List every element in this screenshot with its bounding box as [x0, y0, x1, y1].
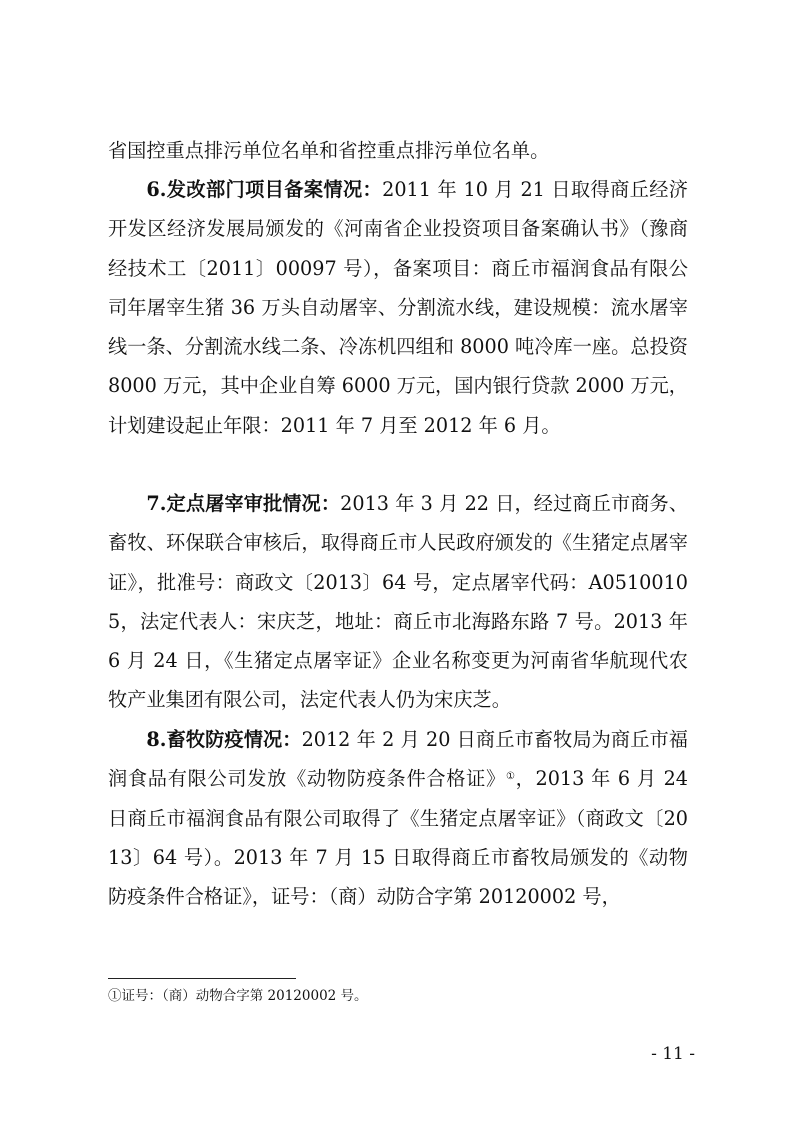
footnote-reference-mark[interactable]: ①	[505, 771, 516, 783]
footnote: ①证号：（商）动物合字第 20120002 号。	[108, 988, 368, 1004]
paragraph-text: 2013 年 3 月 22 日，经过商丘市商务、畜牧、环保联合审核后，取得商丘市人民政府颁发的《生猪定点屠宰证》，批准号：商政文〔2013〕64 号，定点屠宰代码：A05100105，法定代表人：宋庆芝，地址：商丘市北海路东路 7 号。2013 年 6 月 24 日，《生猪定点屠宰证》企业名称变更为河南省华航现代农牧产业集团有限公司，法定代表人仍为宋庆芝。	[108, 492, 689, 712]
section-heading-epidemic-prevention: 8.畜牧防疫情况：	[146, 728, 302, 751]
paragraph-text: 2012 年 2 月 20 日商丘市畜牧局为商丘市福润食品有限公司发放《动物防疫条件合格证》	[108, 728, 688, 791]
section-heading-project-filing: 6.发改部门项目备案情况：	[146, 178, 383, 201]
paragraph-text: 省国控重点排污单位名单和省控重点排污单位名单。	[108, 139, 550, 162]
section-heading-slaughter-approval: 7.定点屠宰审批情况：	[146, 492, 341, 515]
footnote-divider	[108, 978, 296, 979]
paragraph-text: ，2013 年 6 月 24 日商丘市福润食品有限公司取得了《生猪定点屠宰证》（商政文〔2013〕64 号）。2013 年 7 月 15 日取得商丘市畜牧局颁发的《动物防疫条件合格证》，证号：（商）动防合字第 20120002 号，	[108, 767, 689, 909]
paragraph-project-filing	[108, 170, 688, 445]
paragraph-text: 2011 年 10 月 21 日取得商丘经济开发区经济发展局颁发的《河南省企业投资项目备案确认书》（豫商经技术工〔2011〕00097 号），备案项目：商丘市福润食品有限公司年屠宰生猪 36 万头自动屠宰、分割流水线，建设规模：流水屠宰线一条、分割流水线二条、冷冻机四组和 8000 吨冷库一座。总投资 8000 万元，其中企业自筹 6000 万元，国内银行贷款 2000 万元，计划建设起止年限：2011 年 7 月至 2012 年 6 月。	[108, 178, 688, 437]
paragraph-slaughter-approval	[108, 484, 688, 720]
paragraph-epidemic-prevention	[108, 720, 688, 916]
page-number: - 11 -	[651, 1044, 695, 1064]
paragraph-continuation	[108, 131, 688, 170]
